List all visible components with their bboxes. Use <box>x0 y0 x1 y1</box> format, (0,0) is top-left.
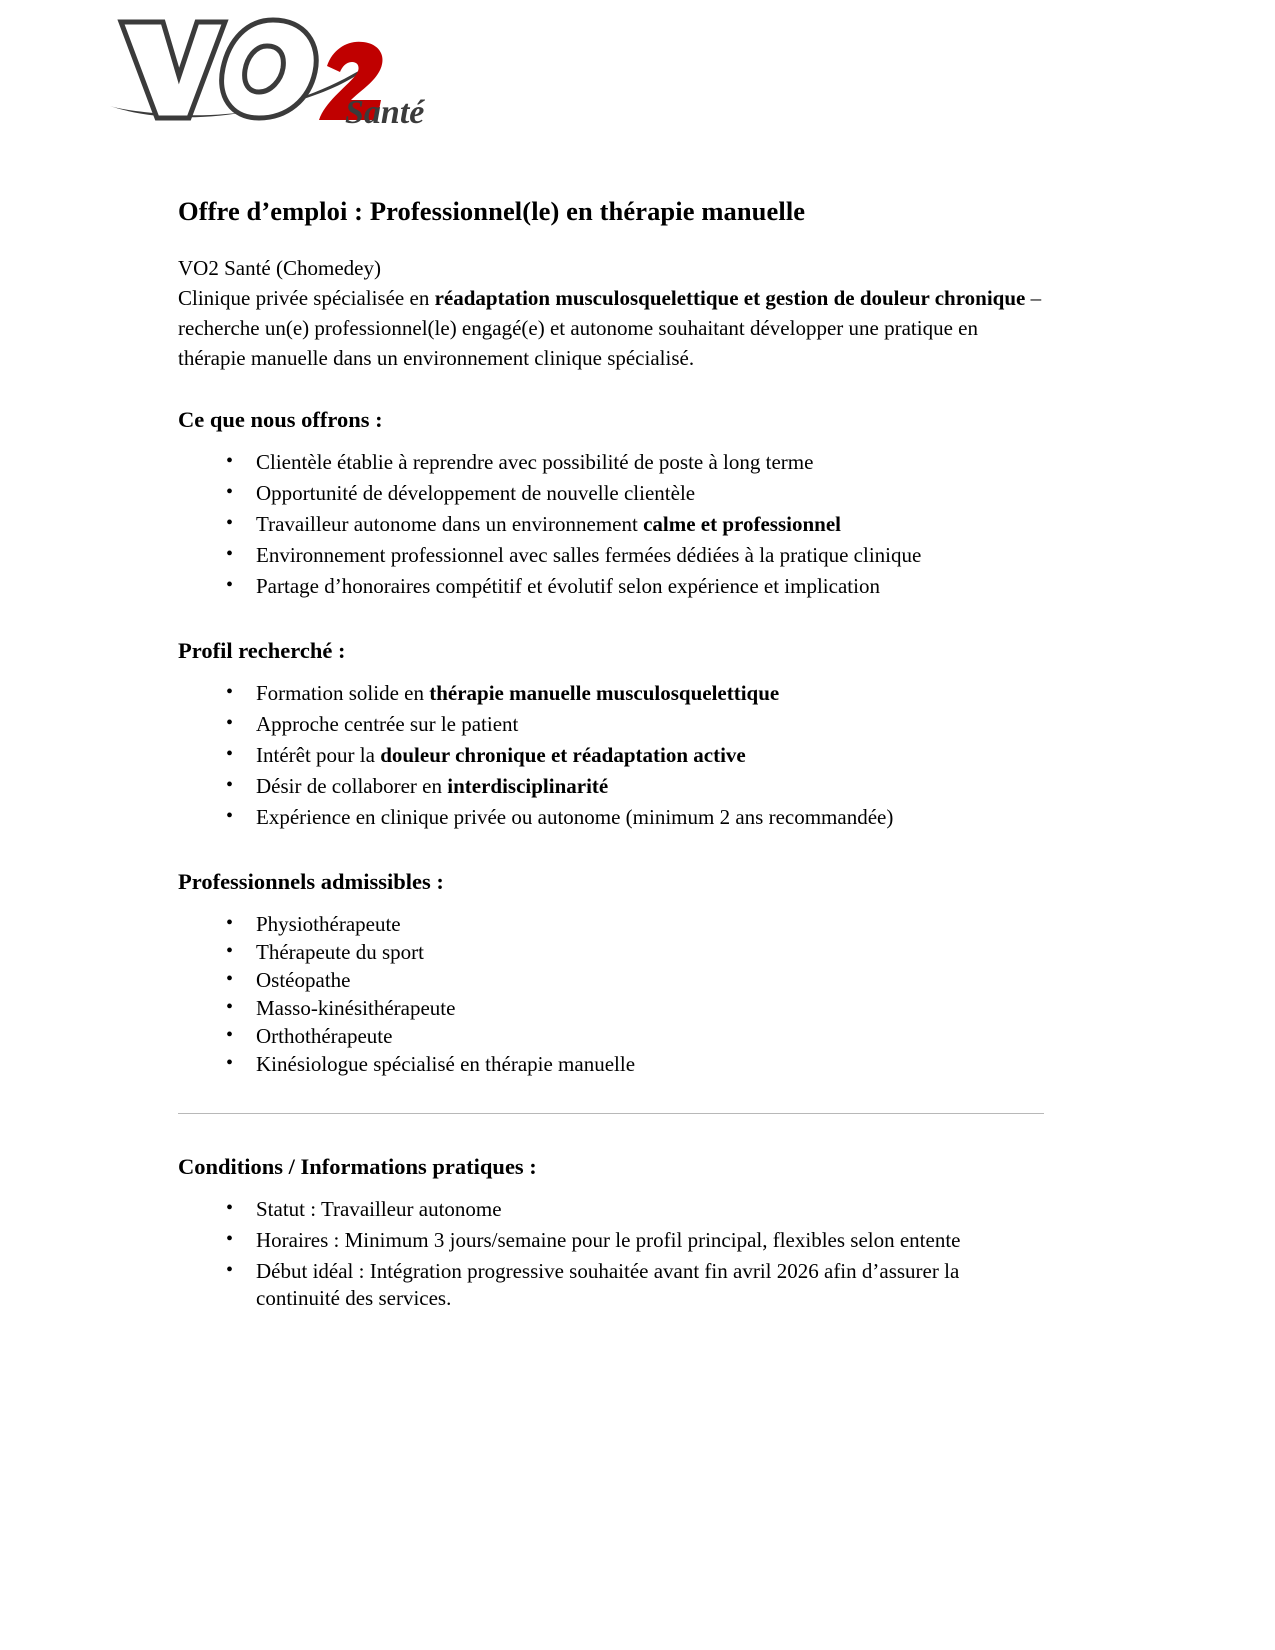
list-item-text: Opportunité de développement de nouvelle clientèle <box>256 481 696 505</box>
list-item <box>218 1023 1044 1051</box>
list-item-emphasis: interdisciplinarité <box>447 774 609 798</box>
list-item <box>218 1196 1044 1227</box>
list-conditions <box>178 1196 1044 1316</box>
list-item <box>218 995 1044 1023</box>
list-item <box>218 911 1044 939</box>
list-item-text: Travailleur autonome dans un environnement <box>256 512 644 536</box>
list-item <box>218 680 1044 711</box>
intro-line-2-pre: Clinique privée spécialisée en <box>178 286 435 310</box>
list-item <box>218 939 1044 967</box>
section-heading-profil: Profil recherché : <box>178 638 346 663</box>
list-item-emphasis: calme et professionnel <box>643 512 841 536</box>
list-item-text: Environnement professionnel avec salles fermées dédiées à la pratique clinique <box>256 543 922 567</box>
list-item-text: Orthothérapeute <box>256 1024 393 1048</box>
list-item-text: Partage d’honoraires compétitif et évolutif selon expérience et implication <box>256 574 880 598</box>
list-item <box>218 1227 1044 1258</box>
list-item-text: Début idéal : Intégration progressive souhaitée avant fin avril 2026 afin d’assurer la continuité des services. <box>256 1259 960 1310</box>
intro-paragraph <box>178 253 1044 373</box>
list-item <box>218 1258 1044 1316</box>
list-item-text: Physiothérapeute <box>256 912 401 936</box>
list-item-text: Thérapeute du sport <box>256 940 424 964</box>
section-divider <box>178 1113 1044 1114</box>
list-item-emphasis: douleur chronique et réadaptation active <box>380 743 746 767</box>
list-item-text: Masso-kinésithérapeute <box>256 996 456 1020</box>
section-heading-admissibles: Professionnels admissibles : <box>178 869 444 894</box>
page-title: Offre d’emploi : Professionnel(le) en thérapie manuelle <box>178 196 806 226</box>
intro-line-2-bold: réadaptation musculosquelettique et gestion de douleur chronique <box>434 286 1026 310</box>
list-offrons <box>178 449 1044 604</box>
vo2-sante-logo-icon <box>105 10 425 140</box>
intro-line-1: VO2 Santé (Chomedey) <box>178 256 381 280</box>
list-item-emphasis: thérapie manuelle musculosquelettique <box>429 681 780 705</box>
list-item <box>218 449 1044 480</box>
list-item-text: Approche centrée sur le patient <box>256 712 519 736</box>
list-item <box>218 480 1044 511</box>
list-item <box>218 967 1044 995</box>
list-item <box>218 1051 1044 1079</box>
list-item-text: Horaires : Minimum 3 jours/semaine pour le profil principal, flexibles selon entente <box>256 1228 961 1252</box>
document-body <box>178 196 1044 1350</box>
section-heading-offrons: Ce que nous offrons : <box>178 407 383 432</box>
list-item-text: Désir de collaborer en <box>256 774 448 798</box>
list-item-text: Statut : Travailleur autonome <box>256 1197 502 1221</box>
list-item-text: Expérience en clinique privée ou autonome (minimum 2 ans recommandée) <box>256 805 894 829</box>
company-logo <box>105 10 425 140</box>
list-item <box>218 511 1044 542</box>
list-item-text: Clientèle établie à reprendre avec possibilité de poste à long terme <box>256 450 814 474</box>
list-item <box>218 711 1044 742</box>
list-item <box>218 742 1044 773</box>
list-item <box>218 773 1044 804</box>
intro-line-2-post: – recherche un(e) professionnel(le) engagé(e) et autonome souhaitant développer une pratique en thérapie manuelle dans un environnement clinique spécialisé. <box>178 286 1042 370</box>
list-item-text: Kinésiologue spécialisé en thérapie manuelle <box>256 1052 636 1076</box>
list-profil <box>178 680 1044 835</box>
svg-text:Santé: Santé <box>345 94 425 131</box>
section-heading-conditions: Conditions / Informations pratiques : <box>178 1154 537 1179</box>
list-item <box>218 804 1044 835</box>
list-item-text: Intérêt pour la <box>256 743 381 767</box>
list-admissibles <box>178 911 1044 1079</box>
list-item-text: Ostéopathe <box>256 968 351 992</box>
list-item <box>218 542 1044 573</box>
list-item-text: Formation solide en <box>256 681 430 705</box>
list-item <box>218 573 1044 604</box>
